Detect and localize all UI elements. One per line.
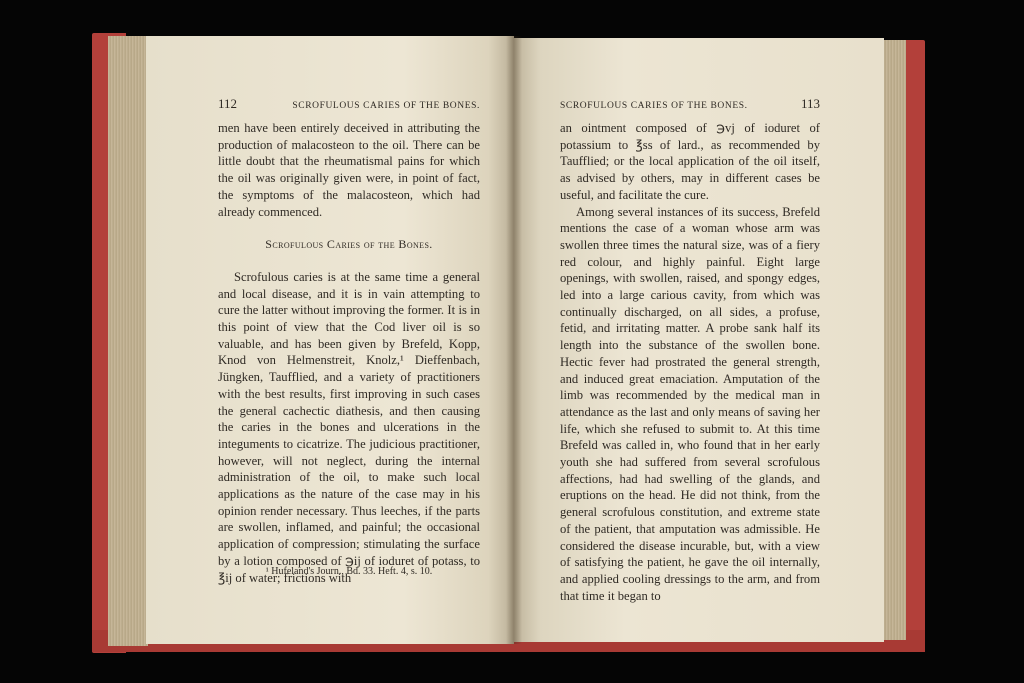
left-running-head	[218, 96, 480, 114]
right-running-head	[560, 96, 820, 114]
right-page-number: 113	[800, 96, 820, 111]
left-footnote: ¹ Hufeland's Journ., Bd. 33. Heft. 4, s. 10.	[265, 566, 433, 577]
book-gutter	[506, 36, 522, 644]
section-heading: Scrofulous Caries of the Bones.	[265, 237, 433, 252]
page-edges-left	[108, 36, 148, 646]
right-page-body	[560, 120, 820, 604]
left-paragraph-2: Scrofulous caries is at the same time a general and local disease, and it is in vain attempting to cure the latter without improving the former. It is in this point of view that the Cod liver oil is so valuable, and has been given by Brefeld, Kopp, Knod von Helmenstreit, Knolz,¹ Dieffenbach, Jüngken, Taufflied, and a variety of practitioners with the best results, first improving in such cases the general cachectic diathesis, and then causing the caries in the bones and ulcerations in the integuments to cicatrize. The judicious practitioner, however, will not neglect, during the internal administration of the oil, to make such local applications as the nature of the case may in his opinion render necessary. Thus leeches, if the parts are swollen, inflamed, and painful; the occasional application of compression; stimulating the surface by a lotion composed of ℈ij of ioduret of potass, to ℥ij of water; frictions with	[218, 269, 480, 585]
right-paragraph-1: an ointment composed of ℈vj of ioduret of potassium to ℥ss of lard., as recommended by Taufflied; or the local application of the oil itself, as advised by others, may in different cases be useful, and facilitate the cure.	[560, 121, 820, 202]
right-paragraph-2: Among several instances of its success, Brefeld mentions the case of a woman whose arm was swollen three times the natural size, was of a fiery red colour, and highly painful. Eight large openings, with swollen, raised, and spongy edges, led into a large carious cavity, from which was continually discharged, on all sides, a profuse, fetid, and irritating matter. A probe sank half its length into the substance of the swollen bone. Hectic fever had prostrated the general strength, and induced great emaciation. Amputation of the limb was recommended by the medical man in attendance as the last and only means of saving her life, which she refused to submit to. At this time Brefeld was called in, who found that in her early youth she had suffered from several scrofulous affections, had had swelling of the glands, and eruptions on the head. He did not think, from the general scrofulous constitution, and extreme state of the patient, that amputation was admissible. He considered the disease incurable, but, with a view of satisfying the patient, he gave the oil internally, and applied cooling dressings to the arm, and from that time it began to	[560, 204, 820, 603]
right-running-title: SCROFULOUS CARIES OF THE BONES.	[560, 101, 748, 111]
left-running-title: SCROFULOUS CARIES OF THE BONES.	[292, 101, 480, 111]
left-page-number: 112	[218, 96, 238, 111]
left-page-body	[218, 120, 480, 586]
left-paragraph-1: men have been entirely deceived in attributing the production of malacosteon to the oil. There can be little doubt that the rheumatismal pains for which the oil was originally given were, in point of fact, the symptoms of the malacosteon, which had already commenced.	[218, 121, 480, 219]
